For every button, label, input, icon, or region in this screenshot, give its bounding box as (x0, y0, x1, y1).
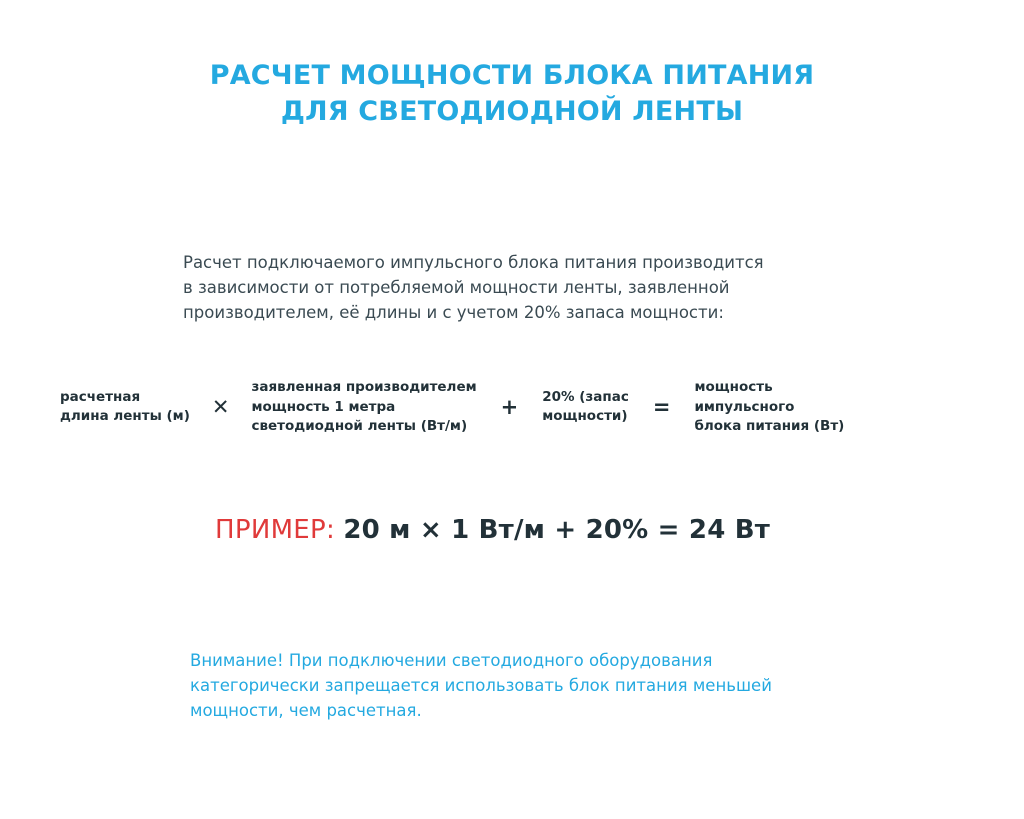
warning-line-3: мощности, чем расчетная. (190, 701, 422, 720)
formula-term-psu-power-line-3: блока питания (Вт) (694, 418, 845, 434)
formula-term-psu-power-line-1: мощность (694, 379, 773, 395)
formula-term-psu-power (694, 378, 844, 437)
multiply-operator-icon: ✕ (211, 394, 230, 419)
example-expression: 20 м × 1 Вт/м + 20% = 24 Вт (343, 515, 771, 545)
intro-line-3: производителем, её длины и с учетом 20% запаса мощности: (183, 303, 724, 322)
page-title-line-2: ДЛЯ СВЕТОДИОДНОЙ ЛЕНТЫ (280, 96, 744, 127)
formula-row (60, 378, 990, 437)
formula-term-strip-length-line-2: длина ленты (м) (60, 408, 190, 425)
formula-term-power-per-meter-line-3: светодиодной ленты (Вт/м) (251, 418, 468, 434)
formula-term-reserve-line-2: мощности) (542, 408, 628, 425)
formula-term-power-per-meter-line-2: мощность 1 метра (251, 398, 396, 415)
equals-operator-icon: = (652, 394, 671, 419)
warning-note (190, 648, 910, 723)
formula-term-reserve (542, 388, 629, 427)
intro-paragraph (183, 250, 883, 325)
intro-line-2: в зависимости от потребляемой мощности ленты, заявленной (183, 278, 730, 297)
warning-line-1: Внимание! При подключении светодиодного оборудования (190, 651, 713, 670)
warning-line-2: категорически запрещается использовать блок питания меньшей (190, 676, 772, 695)
formula-term-reserve-line-1: 20% (запас (542, 388, 629, 405)
intro-line-1: Расчет подключаемого импульсного блока питания производится (183, 253, 764, 272)
plus-operator-icon: + (500, 394, 519, 419)
example-label: ПРИМЕР: (215, 515, 336, 545)
formula-term-psu-power-line-2: импульсного (694, 398, 795, 415)
formula-term-power-per-meter (251, 378, 476, 437)
example-line (215, 513, 770, 547)
formula-term-power-per-meter-line-1: заявленная производителем (251, 379, 477, 395)
page-title (0, 58, 1024, 130)
page-title-line-1: РАСЧЕТ МОЩНОСТИ БЛОКА ПИТАНИЯ (209, 60, 815, 91)
formula-term-strip-length (60, 388, 190, 427)
formula-term-strip-length-line-1: расчетная (60, 388, 141, 405)
